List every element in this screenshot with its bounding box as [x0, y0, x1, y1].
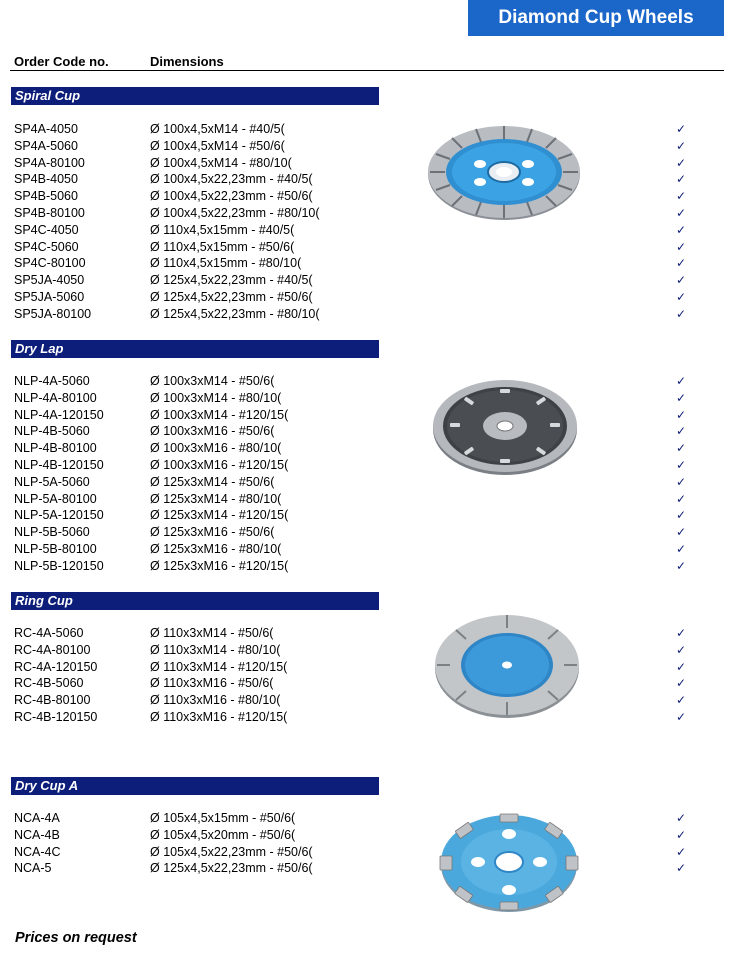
product-row [0, 407, 729, 424]
dimensions: Ø 110x3xM14 - #50/6( [150, 626, 274, 640]
availability-check-icon: ✓ [676, 407, 687, 422]
product-row [0, 440, 729, 457]
dimensions: Ø 125x4,5x22,23mm - #50/6( [150, 289, 313, 304]
dimensions: Ø 105x4,5x20mm - #50/6( [150, 827, 296, 842]
dimensions: Ø 125x3xM16 - #80/10( [150, 541, 282, 556]
availability-check-icon: ✓ [676, 138, 687, 153]
product-row [0, 121, 729, 138]
product-row [0, 138, 729, 155]
dry-lap-wheel-image [430, 375, 580, 477]
product-row [0, 390, 729, 407]
page-title: Diamond Cup Wheels [468, 0, 724, 36]
order-code: SP4A-80100 [14, 155, 85, 170]
dimensions: Ø 125x3xM14 - #50/6( [150, 474, 275, 489]
dimensions: Ø 100x4,5x22,23mm - #50/6( [150, 189, 313, 204]
dimensions: Ø 100x3xM16 - #120/15( [150, 457, 289, 472]
product-row [0, 272, 729, 289]
availability-check-icon: ✓ [676, 558, 687, 573]
order-code: NLP-5A-5060 [14, 474, 90, 489]
availability-check-icon: ✓ [676, 457, 687, 472]
product-row [0, 642, 729, 659]
order-code: NCA-5 [14, 861, 52, 876]
availability-check-icon: ✓ [676, 273, 687, 288]
product-row [0, 692, 729, 709]
dimensions: Ø 100x3xM14 - #50/6( [150, 374, 275, 388]
product-row [0, 306, 729, 323]
availability-check-icon: ✓ [676, 626, 687, 640]
product-list [0, 373, 729, 575]
dimensions: Ø 110x4,5x15mm - #50/6( [150, 239, 295, 254]
product-row [0, 457, 729, 474]
product-row [0, 155, 729, 172]
order-code: NCA-4B [14, 827, 60, 842]
order-code: NLP-5B-5060 [14, 525, 90, 540]
dimensions: Ø 110x3xM16 - #50/6( [150, 676, 274, 691]
dimensions: Ø 100x3xM16 - #50/6( [150, 424, 275, 439]
dimensions: Ø 110x4,5x15mm - #80/10( [150, 256, 302, 271]
availability-check-icon: ✓ [676, 642, 687, 657]
order-code: NLP-4A-5060 [14, 374, 90, 388]
product-row [0, 709, 729, 726]
order-code: SP4A-4050 [14, 122, 78, 136]
availability-check-icon: ✓ [676, 172, 687, 187]
header-divider [10, 70, 724, 71]
dimensions: Ø 125x3xM14 - #80/10( [150, 491, 282, 506]
spiral-cup-wheel-image [424, 122, 584, 222]
product-list [0, 625, 729, 726]
product-row [0, 558, 729, 575]
availability-check-icon: ✓ [676, 811, 687, 825]
dimensions: Ø 110x3xM16 - #80/10( [150, 693, 281, 708]
dimensions: Ø 105x4,5x22,23mm - #50/6( [150, 844, 313, 859]
order-code: SP5JA-4050 [14, 273, 85, 288]
product-row [0, 659, 729, 676]
order-code: NLP-5B-120150 [14, 558, 104, 573]
product-row [0, 860, 729, 877]
availability-check-icon: ✓ [676, 693, 687, 708]
order-code: SP5JA-80100 [14, 306, 92, 321]
product-row [0, 810, 729, 827]
availability-check-icon: ✓ [676, 474, 687, 489]
order-code: SP4B-80100 [14, 205, 85, 220]
dimensions: Ø 100x4,5xM14 - #50/6( [150, 138, 285, 153]
availability-check-icon: ✓ [676, 827, 687, 842]
ring-cup-wheel-image [432, 610, 582, 722]
order-code: RC-4B-120150 [14, 709, 98, 724]
availability-check-icon: ✓ [676, 189, 687, 204]
order-code: NLP-4B-5060 [14, 424, 90, 439]
dimensions: Ø 100x4,5x22,23mm - #40/5( [150, 172, 313, 187]
order-code: NLP-4B-80100 [14, 441, 97, 456]
order-code: RC-4A-80100 [14, 642, 91, 657]
product-row [0, 625, 729, 642]
order-code: RC-4A-120150 [14, 659, 98, 674]
section-title: Ring Cup [11, 592, 379, 610]
availability-check-icon: ✓ [676, 155, 687, 170]
availability-check-icon: ✓ [676, 861, 687, 876]
availability-check-icon: ✓ [676, 424, 687, 439]
order-code: RC-4A-5060 [14, 626, 84, 640]
order-code: NCA-4A [14, 811, 60, 825]
product-row [0, 205, 729, 222]
availability-check-icon: ✓ [676, 374, 687, 388]
dimensions: Ø 105x4,5x15mm - #50/6( [150, 811, 296, 825]
dimensions: Ø 100x3xM16 - #80/10( [150, 441, 282, 456]
availability-check-icon: ✓ [676, 491, 687, 506]
availability-check-icon: ✓ [676, 844, 687, 859]
availability-check-icon: ✓ [676, 659, 687, 674]
dimensions: Ø 100x4,5xM14 - #80/10( [150, 155, 292, 170]
order-code: NCA-4C [14, 844, 61, 859]
order-code: SP4C-5060 [14, 239, 79, 254]
dimensions: Ø 100x4,5xM14 - #40/5( [150, 122, 285, 136]
product-list [0, 810, 729, 877]
product-list [0, 121, 729, 323]
order-code: SP5JA-5060 [14, 289, 85, 304]
availability-check-icon: ✓ [676, 222, 687, 237]
product-row [0, 474, 729, 491]
product-row [0, 541, 729, 558]
order-code: NLP-4B-120150 [14, 457, 104, 472]
dimensions: Ø 125x4,5x22,23mm - #50/6( [150, 861, 313, 876]
dimensions: Ø 100x3xM14 - #120/15( [150, 407, 289, 422]
order-code: NLP-5A-120150 [14, 508, 104, 523]
order-code: RC-4B-5060 [14, 676, 84, 691]
dimensions: Ø 125x3xM16 - #50/6( [150, 525, 275, 540]
availability-check-icon: ✓ [676, 709, 687, 724]
order-code: NLP-5A-80100 [14, 491, 97, 506]
dimensions: Ø 110x4,5x15mm - #40/5( [150, 222, 295, 237]
availability-check-icon: ✓ [676, 541, 687, 556]
dimensions: Ø 100x4,5x22,23mm - #80/10( [150, 205, 320, 220]
product-row [0, 171, 729, 188]
product-row [0, 188, 729, 205]
product-row [0, 524, 729, 541]
dimensions: Ø 125x3xM16 - #120/15( [150, 558, 289, 573]
product-row [0, 844, 729, 861]
dimensions: Ø 125x4,5x22,23mm - #40/5( [150, 273, 313, 288]
section-title: Spiral Cup [11, 87, 379, 105]
availability-check-icon: ✓ [676, 525, 687, 540]
product-row [0, 491, 729, 508]
section-title: Dry Cup A [11, 777, 379, 795]
prices-note: Prices on request [15, 930, 137, 946]
order-code: NLP-4A-80100 [14, 390, 97, 405]
availability-check-icon: ✓ [676, 508, 687, 523]
order-code: SP4C-4050 [14, 222, 79, 237]
section-title: Dry Lap [11, 340, 379, 358]
column-header-dimensions: Dimensions [150, 54, 224, 69]
availability-check-icon: ✓ [676, 390, 687, 405]
availability-check-icon: ✓ [676, 205, 687, 220]
order-code: SP4B-4050 [14, 172, 78, 187]
dimensions: Ø 110x3xM14 - #120/15( [150, 659, 288, 674]
product-row [0, 507, 729, 524]
dimensions: Ø 110x3xM14 - #80/10( [150, 642, 281, 657]
product-row [0, 255, 729, 272]
dimensions: Ø 125x3xM14 - #120/15( [150, 508, 289, 523]
product-row [0, 423, 729, 440]
availability-check-icon: ✓ [676, 676, 687, 691]
order-code: SP4C-80100 [14, 256, 86, 271]
dry-cup-a-wheel-image [434, 808, 584, 918]
availability-check-icon: ✓ [676, 441, 687, 456]
product-row [0, 827, 729, 844]
dimensions: Ø 125x4,5x22,23mm - #80/10( [150, 306, 320, 321]
product-row [0, 239, 729, 256]
availability-check-icon: ✓ [676, 306, 687, 321]
column-header-order-code: Order Code no. [14, 54, 109, 69]
product-row [0, 675, 729, 692]
order-code: RC-4B-80100 [14, 693, 91, 708]
product-row [0, 222, 729, 239]
order-code: NLP-4A-120150 [14, 407, 104, 422]
order-code: SP4A-5060 [14, 138, 78, 153]
availability-check-icon: ✓ [676, 122, 687, 136]
availability-check-icon: ✓ [676, 239, 687, 254]
dimensions: Ø 110x3xM16 - #120/15( [150, 709, 288, 724]
availability-check-icon: ✓ [676, 289, 687, 304]
order-code: NLP-5B-80100 [14, 541, 97, 556]
product-row [0, 289, 729, 306]
dimensions: Ø 100x3xM14 - #80/10( [150, 390, 282, 405]
product-row [0, 373, 729, 390]
availability-check-icon: ✓ [676, 256, 687, 271]
order-code: SP4B-5060 [14, 189, 78, 204]
